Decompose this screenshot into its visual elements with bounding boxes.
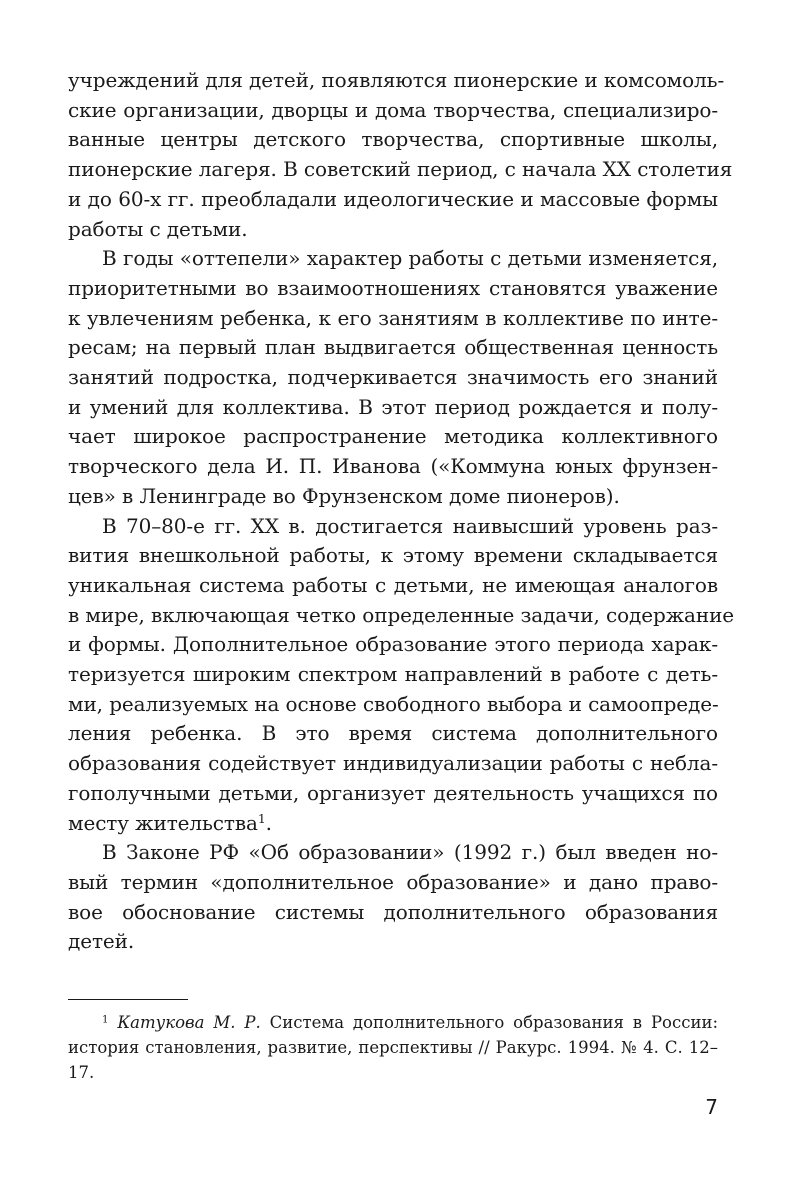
text-line: и умений для коллектива. В этот период рождается и полу- <box>68 394 718 419</box>
text-line: вый термин «дополнительное образование» и дано право- <box>68 869 718 894</box>
text-line: вития внешкольной работы, к этому времени складывается <box>68 543 718 568</box>
text-line: к увлечениям ребенка, к его занятиям в коллективе по инте- <box>68 305 718 330</box>
text-line: приоритетными во взаимоотношениях становятся уважение <box>68 275 718 300</box>
text-line: работы с детьми. <box>68 216 248 241</box>
text-line: образования содействует индивидуализации работы с небла- <box>68 751 718 776</box>
text-line: и до 60-х гг. преобладали идеологические и массовые формы <box>68 186 718 211</box>
footnote-divider <box>68 999 188 1000</box>
footnote <box>68 1010 718 1085</box>
footnote-title: Система дополнительного образования в России: <box>269 1013 719 1032</box>
text-line: В 70–80-е гг. XX в. достигается наивысший уровень раз- <box>102 513 718 538</box>
text-line: ские организации, дворцы и дома творчества, специализиро- <box>68 97 718 122</box>
footnote-reference[interactable]: 1 <box>257 810 266 826</box>
footnote-line: 17. <box>68 1063 95 1082</box>
text-line: месту жительства <box>68 810 258 835</box>
text-line: теризуется широким спектром направлений в работе с деть- <box>68 662 718 687</box>
text-line: в мире, включающая четко определенные задачи, содержание <box>68 602 735 627</box>
text-line: занятий подростка, подчеркивается значимость его знаний <box>68 365 718 390</box>
paragraph-1 <box>68 66 733 244</box>
footnote-number: 1 <box>102 1014 109 1026</box>
text-line: чает широкое распространение методика коллективного <box>68 424 718 449</box>
paragraph-2 <box>68 244 718 511</box>
footnote-author: Катукова М. Р. <box>117 1013 261 1032</box>
page-number: 7 <box>705 1095 718 1119</box>
text-line: пионерские лагеря. В советский период, с начала XX столетия <box>68 157 733 182</box>
text-line: ресам; на первый план выдвигается общественная ценность <box>68 335 718 360</box>
text-line: В годы «оттепели» характер работы с детьми изменяется, <box>102 246 718 271</box>
text-line: ления ребенка. В это время система дополнительного <box>68 721 718 746</box>
text-line: вое обоснование системы дополнительного образования <box>68 899 718 924</box>
text-line-with-footnote: месту жительства$^1$. <box>68 810 272 835</box>
page-body <box>68 66 735 957</box>
text-line: уникальная система работы с детьми, не имеющая аналогов <box>68 572 718 597</box>
text-line: творческого дела И. П. Иванова («Коммуна юных фрунзен- <box>68 454 718 479</box>
text-line: В Законе РФ «Об образовании» (1992 г.) был введен но- <box>102 840 718 865</box>
text-line: ми, реализуемых на основе свободного выбора и самоопреде- <box>68 691 719 716</box>
text-line: гополучными детьми, организует деятельность учащихся по <box>68 780 718 805</box>
paragraph-4 <box>68 838 718 957</box>
text-line: цев» в Ленинграде во Фрунзенском доме пионеров). <box>68 483 620 508</box>
paragraph-3 <box>68 512 735 839</box>
text-line: детей. <box>68 929 135 954</box>
footnote-line <box>68 1010 718 1035</box>
text-line: и формы. Дополнительное образование этого периода харак- <box>68 632 718 657</box>
text-line: учреждений для детей, появляются пионерские и комсомоль- <box>68 68 725 92</box>
text-line: ванные центры детского творчества, спортивные школы, <box>68 127 718 152</box>
footnote-line: история становления, развитие, перспективы // Ракурс. 1994. № 4. С. 12– <box>68 1038 718 1057</box>
